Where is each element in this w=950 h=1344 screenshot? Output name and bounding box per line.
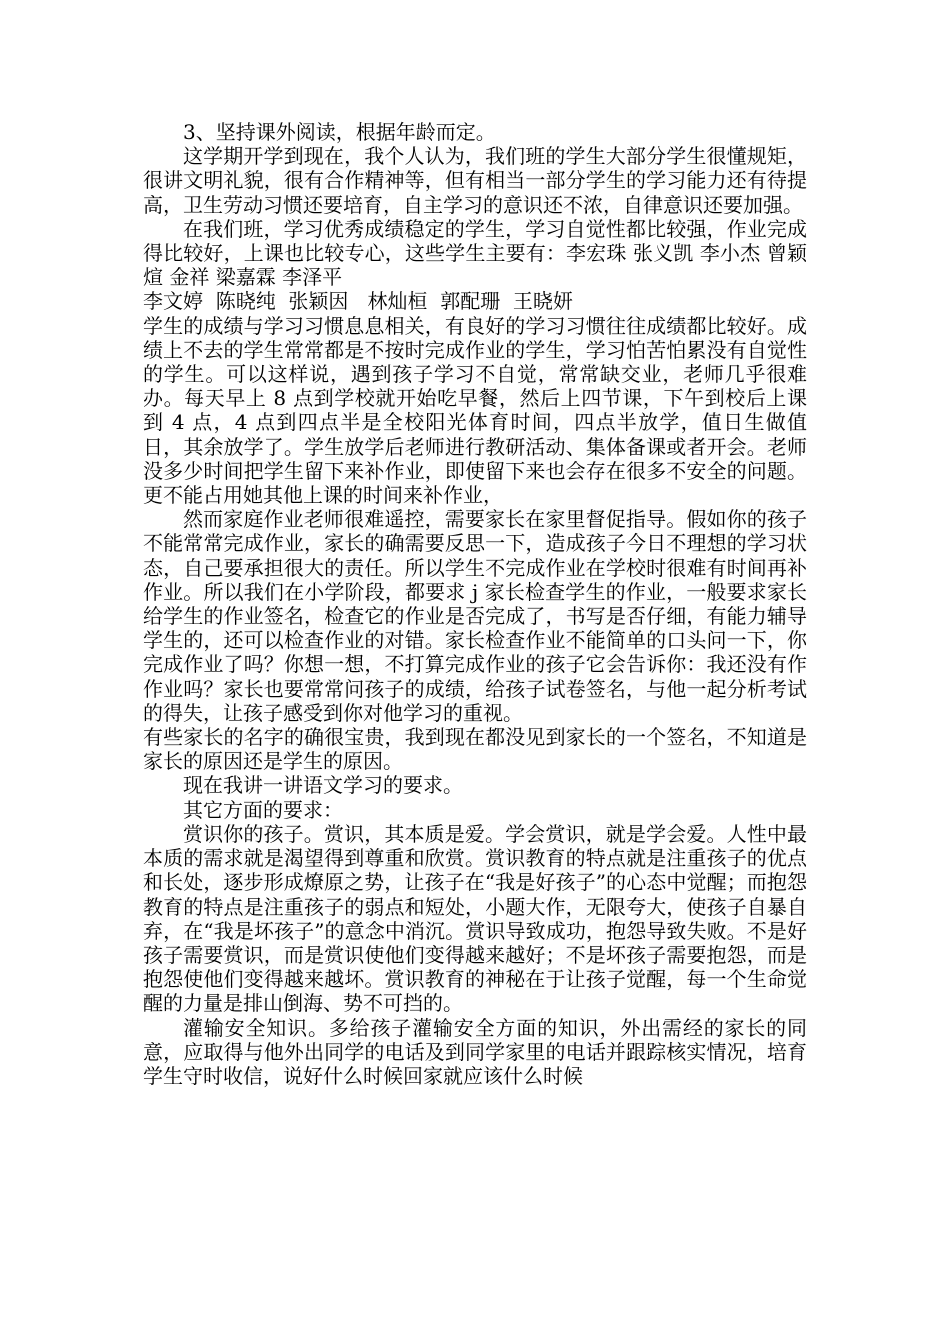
paragraph-chinese-requirements: 现在我讲一讲语文学习的要求。 [183, 773, 463, 798]
paragraph-appreciation: 赏识你的孩子。赏识，其本质是爱。学会赏识，就是学会爱。人性中最本质的需求就是渴望得到尊重和欣赏。赏识教育的特点就是注重孩子的优点和长处，逐步形成燎原之势，让孩子在“我是好孩子”的心态中觉醒；而抱怨教育的特点是注重孩子的弱点和短处，小题大作，无限夸大，使孩子自暴自弃，在“我是坏孩子”的意念中消沉。赏识导致成功，抱怨导致失败。不是好孩子需要赏识，而是赏识使他们变得越来越好；不是坏孩子需要抱怨，而是抱怨使他们变得越来越坏。赏识教育的神秘在于让孩子觉醒，每一个生命觉醒的力量是排山倒海、势不可挡的。 [143, 821, 807, 1016]
document-page [143, 120, 807, 1088]
paragraph-homework-supervision: 然而家庭作业老师很难遥控，需要家长在家里督促指导。假如你的孩子不能常常完成作业，家长的确需要反思一下，造成孩子今日不理想的学习状态，自己要承担很大的责任。所以学生不完成作业在学校时很难有时间再补作业。所以我们在小学阶段，都要求 j 家长检查学生的作业，一般要求家长给学生的作业签名，检查它的作业是否完成了，书写是否仔细，有能力辅导学生的，还可以检查作业的对错。家长检查作业不能简单的口头问一下，你完成作业了吗？你想一想，不打算完成作业的孩子它会告诉你：我还没有作作业吗？家长也要常常问孩子的成绩，给孩子试卷签名，与他一起分析考试的得失，让孩子感受到你对他学习的重视。 [143, 507, 807, 725]
student-names-line: 李文婷 陈晓纯 张颖因 林灿桓 郭配珊 王晓妍 [143, 289, 573, 314]
paragraph-safety: 灌输安全知识。多给孩子灌输安全方面的知识，外出需经的家长的同意，应取得与他外出同学的电话及到同学家里的电话并跟踪核实情况，培育学生守时收信，说好什么时候回家就应该什么时候 [143, 1015, 807, 1088]
paragraph-class-overview: 这学期开学到现在，我个人认为，我们班的学生大部分学生很懂规矩，很讲文明礼貌，很有合作精神等，但有相当一部分学生的学习能力还有待提高，卫生劳动习惯还要培育，自主学习的意识还不浓，自律意识还要加强。 [143, 144, 807, 217]
paragraph-excellent-students: 在我们班，学习优秀成绩稳定的学生，学习自觉性都比较强，作业完成得比较好，上课也比较专心，这些学生主要有：李宏珠 张义凯 李小杰 曾颖煊 金祥 梁嘉霖 李泽平 [143, 216, 807, 290]
paragraph-study-habits: 学生的成绩与学习习惯息息相关，有良好的学习习惯往往成绩都比较好。成绩上不去的学生常常都是不按时完成作业的学生，学习怕苦怕累没有自觉性的学生。可以这样说，遇到孩子学习不自觉，常常缺交业，老师几乎很难办。每天早上 8 点到学校就开始吃早餐，然后上四节课，下午到校后上课到 4 点，4 点到四点半是全校阳光体育时间，四点半放学，值日生做值日，其余放学了。学生放学后老师进行教研活动、集体备课或者开会。老师没多少时间把学生留下来补作业，即使留下来也会存在很多不安全的问题。更不能占用她其他上课的时间来补作业， [143, 313, 807, 508]
paragraph-reading-habit: 3、坚持课外阅读，根据年龄而定。 [183, 120, 496, 144]
paragraph-parent-signature: 有些家长的名字的确很宝贵，我到现在都没见到家长的一个签名，不知道是家长的原因还是学生的原因。 [143, 725, 807, 774]
paragraph-other-requirements: 其它方面的要求： [183, 797, 343, 822]
